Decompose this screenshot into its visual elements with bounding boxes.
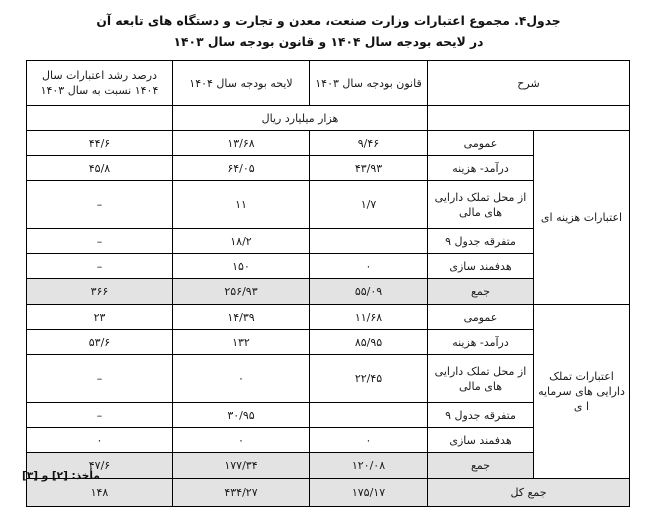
cell-growth-percent: –	[26, 181, 172, 229]
cell-law-1403	[309, 229, 427, 254]
row-description: از محل تملک دارایی های مالی	[427, 355, 533, 403]
table-title	[0, 0, 657, 53]
row-description: عمومی	[427, 305, 533, 330]
cell-law-1403: ۰	[309, 428, 427, 453]
grand-total-label: جمع کل	[427, 479, 629, 507]
group-label-current-expenditure: اعتبارات هزینه ای	[534, 131, 630, 305]
cell-growth-percent: –	[26, 254, 172, 279]
sum-law-1403: ۵۵/۰۹	[309, 279, 427, 305]
cell-bill-1404: ۱۳/۶۸	[172, 131, 309, 156]
sum-law-1403: ۱۲۰/۰۸	[309, 453, 427, 479]
table-body	[26, 61, 629, 507]
header-law-1403: قانون بودجه سال ۱۴۰۳	[309, 61, 427, 106]
row-description: هدفمند سازی	[427, 254, 533, 279]
budget-table-container	[27, 60, 630, 507]
unit-label: هزار میلیارد ریال	[172, 106, 427, 131]
header-bill-1404: لایحه بودجه سال ۱۴۰۴	[172, 61, 309, 106]
cell-growth-percent: –	[26, 355, 172, 403]
cell-growth-percent: ۵۳/۶	[26, 330, 172, 355]
title-line-1: جدول۴. مجموع اعتبارات وزارت صنعت، معدن و تجارت و دستگاه های تابعه آن	[96, 14, 561, 28]
sum-bill-1404: ۱۷۷/۳۴	[172, 453, 309, 479]
cell-growth-percent: –	[26, 229, 172, 254]
cell-law-1403: ۴۳/۹۳	[309, 156, 427, 181]
grand-total-growth-percent: ۱۴۸	[26, 479, 172, 507]
cell-growth-percent: ۰	[26, 428, 172, 453]
cell-growth-percent: ۴۵/۸	[26, 156, 172, 181]
grand-total-row	[26, 479, 629, 507]
unit-row	[26, 106, 629, 131]
grand-total-bill-1404: ۴۳۴/۲۷	[172, 479, 309, 507]
cell-bill-1404: ۱۵۰	[172, 254, 309, 279]
cell-law-1403: ۰	[309, 254, 427, 279]
row-description: درآمد- هزینه	[427, 156, 533, 181]
row-description: متفرقه جدول ۹	[427, 403, 533, 428]
cell-bill-1404: ۱۸/۲	[172, 229, 309, 254]
source-note: مأخذ: [۲] و [۳]	[22, 470, 100, 482]
sum-label: جمع	[427, 453, 533, 479]
cell-bill-1404: ۶۴/۰۵	[172, 156, 309, 181]
cell-growth-percent: ۴۴/۶	[26, 131, 172, 156]
sum-label: جمع	[427, 279, 533, 305]
sum-growth-percent: ۴۷/۶	[26, 453, 172, 479]
cell-growth-percent: –	[26, 403, 172, 428]
row-description: متفرقه جدول ۹	[427, 229, 533, 254]
cell-bill-1404: ۱۳۲	[172, 330, 309, 355]
row-description: از محل تملک دارایی های مالی	[427, 181, 533, 229]
row-description: درآمد- هزینه	[427, 330, 533, 355]
table-row	[26, 305, 629, 330]
cell-bill-1404: ۱۱	[172, 181, 309, 229]
cell-law-1403: ۱۱/۶۸	[309, 305, 427, 330]
cell-bill-1404: ۰	[172, 355, 309, 403]
cell-law-1403: ۹/۴۶	[309, 131, 427, 156]
cell-law-1403: ۲۲/۴۵	[309, 355, 427, 403]
row-description: هدفمند سازی	[427, 428, 533, 453]
row-description: عمومی	[427, 131, 533, 156]
budget-table	[26, 60, 630, 507]
sum-growth-percent: ۳۶۶	[26, 279, 172, 305]
cell-law-1403	[309, 403, 427, 428]
unit-row-empty-desc	[427, 106, 629, 131]
header-description: شرح	[427, 61, 629, 106]
cell-law-1403: ۱/۷	[309, 181, 427, 229]
sum-bill-1404: ۲۵۶/۹۳	[172, 279, 309, 305]
table-header-row	[26, 61, 629, 106]
grand-total-law-1403: ۱۷۵/۱۷	[309, 479, 427, 507]
table-row	[26, 131, 629, 156]
unit-row-empty-growth	[26, 106, 172, 131]
cell-law-1403: ۸۵/۹۵	[309, 330, 427, 355]
cell-bill-1404: ۰	[172, 428, 309, 453]
cell-bill-1404: ۱۴/۳۹	[172, 305, 309, 330]
cell-growth-percent: ۲۳	[26, 305, 172, 330]
cell-bill-1404: ۳۰/۹۵	[172, 403, 309, 428]
group-label-capital-assets: اعتبارات تملک دارایی های سرمایه ا ی	[534, 305, 630, 479]
title-line-2: در لایحه بودجه سال ۱۴۰۴ و قانون بودجه سال ۱۴۰۳	[173, 35, 484, 49]
header-growth-percent: درصد رشد اعتبارات سال ۱۴۰۴ نسبت به سال ۱۴۰۳	[26, 61, 172, 106]
